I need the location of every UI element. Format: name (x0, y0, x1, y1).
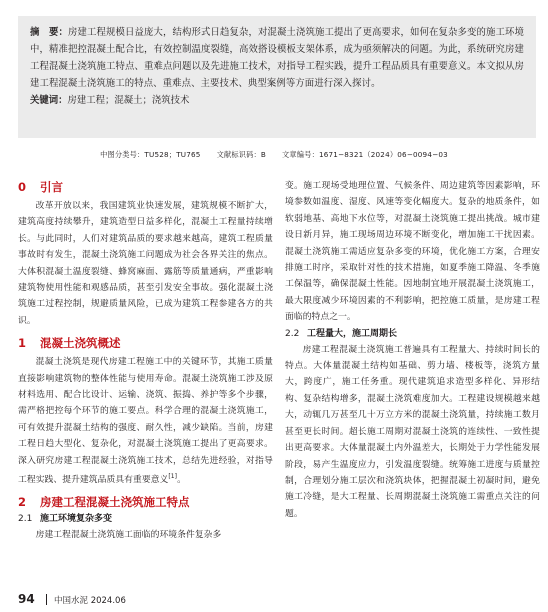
abstract-paragraph (30, 24, 524, 92)
section-0-paragraph: 改革开放以来，我国建筑业快速发展，建筑规模不断扩大，建筑高度持续攀升，建筑造型日益多样化，混凝土工程量持续增长。与此同时，人们对建筑品质的要求越来越高，建筑工程质量事故时有发生，混凝土浇筑施工问题成为社会各界关注的焦点。大体积混凝土温度裂缝、蜂窝麻面、露筋等质量通病，严重影响建筑物使用性能和观感品质，甚至引发安全事故。强化混凝土浇筑施工过程控制，规避质量风险，已成为建筑工程参建各方的共识。 (18, 201, 273, 326)
section-1-paragraph (18, 354, 273, 488)
keywords-text: 房建工程；混凝土；浇筑技术 (67, 95, 190, 106)
section-2-1-number: 2.1 (18, 514, 33, 525)
article-meta-line (0, 150, 548, 160)
document-code: 文献标识码：B (216, 150, 267, 159)
footer-divider (46, 594, 47, 605)
section-2-2-heading (285, 328, 540, 341)
abstract-text: 房建工程规模日益庞大，结构形式日趋复杂，对混凝土浇筑施工提出了更高要求，如何在复杂多变的施工环境中，精准把控混凝土配合比，有效控制温度裂缝，高效搭设模板支架体系，成为亟须解决的问题。为此，系统研究房建工程混凝土浇筑施工特点、重难点问题以及先进施工技术，对指导工程实践，提升工程品质具有重要意义。本文拟从房建工程混凝土浇筑施工的特点、重难点、主要技术、典型案例等方面进行深入探讨。 (30, 27, 525, 89)
section-2-1-paragraph-start: 房建工程混凝土浇筑施工面临的环境条件复杂多 (35, 530, 222, 541)
article-number: 文章编号：1671−8321（2024）06−0094−03 (282, 150, 448, 159)
keywords-label: 关键词： (30, 95, 68, 106)
section-2-1-heading (18, 513, 273, 526)
section-0-number: 0 (18, 180, 27, 194)
page-footer (18, 592, 538, 608)
abstract-box (18, 16, 536, 138)
left-column (18, 178, 273, 544)
section-1-end: 。 (177, 475, 186, 486)
section-2-2-paragraph: 房建工程混凝土浇筑施工普遍具有工程量大、持续时间长的特点。大体量混凝土结构如基础、剪力墙、楼板等，浇筑方量大，跨度广，施工任务重。现代建筑追求造型多样化、异形结构、复杂结构增多，混凝土浇筑难度加大。工程建设规模越来越大，动辄几万甚至几十万立方米的混凝土浇筑量，持续施工数月甚至更长时间。超长施工周期对混凝土浇筑的连续性、一致性提出更高要求。大体量混凝土内外温差大，长期处于力学性能发展阶段，易产生温度应力，引发温度裂缝。统筹施工进度与质量控制，合理划分施工层次和浇筑块体，把握混凝土初凝时间，避免施工冷缝，是大工程量、长周期混凝土浇筑施工需重点关注的问题。 (285, 344, 540, 519)
keywords-line (30, 92, 524, 109)
clc-number: 中图分类号：TU528；TU765 (100, 150, 201, 159)
abstract-label: 摘 要： (30, 27, 69, 38)
page-number: 94 (18, 592, 35, 606)
section-2-title: 房建工程混凝土浇筑施工特点 (40, 495, 190, 510)
reference-marker: [1] (168, 473, 178, 481)
right-column (285, 178, 540, 522)
section-1-heading (18, 336, 273, 351)
section-0-title: 引言 (40, 180, 63, 194)
section-2-1-title: 施工环境复杂多变 (40, 514, 113, 525)
section-2-heading (18, 495, 273, 510)
section-2-number: 2 (18, 495, 27, 510)
section-1-number: 1 (18, 336, 27, 351)
journal-name: 中国水泥 2024.06 (54, 596, 126, 606)
section-2-2-number: 2.2 (285, 328, 300, 339)
section-1-text: 混凝土浇筑是现代房建工程施工中的关键环节，其施工质量直接影响建筑物的整体性能与使用寿命。混凝土浇筑施工涉及原材料选用、配合比设计、运输、浇筑、振捣、养护等多个步骤，需严格把控每个环节的施工要点。科学合理的混凝土浇筑施工，可有效提升混凝土结构的强度、耐久性，减少缺陷。当前，房建工程日趋大型化、复杂化，对混凝土浇筑施工提出了更高要求。深入研究房建工程混凝土浇筑施工技术，总结先进经验，对指导工程实践、提升建筑品质具有重要意义 (18, 357, 273, 486)
section-1-title: 混凝土浇筑概述 (40, 336, 121, 351)
section-2-1-paragraph-continued: 变。施工现场受地理位置、气候条件、周边建筑等因素影响，环境参数如温度、湿度、风速等变化幅度大。复杂的地质条件，如软弱地基、高地下水位等，对混凝土浇筑施工提出挑战。城市建设日新月异，施工现场周边环境不断变化，增加施工干扰因素。混凝土浇筑施工需适应复杂多变的环境，优化施工方案，合理安排施工时序，采取针对性的技术措施，如夏季施工降温、冬季施工保温等，确保混凝土性能。因地制宜地开展混凝土浇筑施工，最大限度减少环境因素的不利影响，把控施工质量，是房建工程面临的特点之一。 (285, 181, 540, 323)
section-0-heading (18, 180, 273, 195)
section-2-2-title: 工程量大，施工周期长 (307, 328, 398, 339)
